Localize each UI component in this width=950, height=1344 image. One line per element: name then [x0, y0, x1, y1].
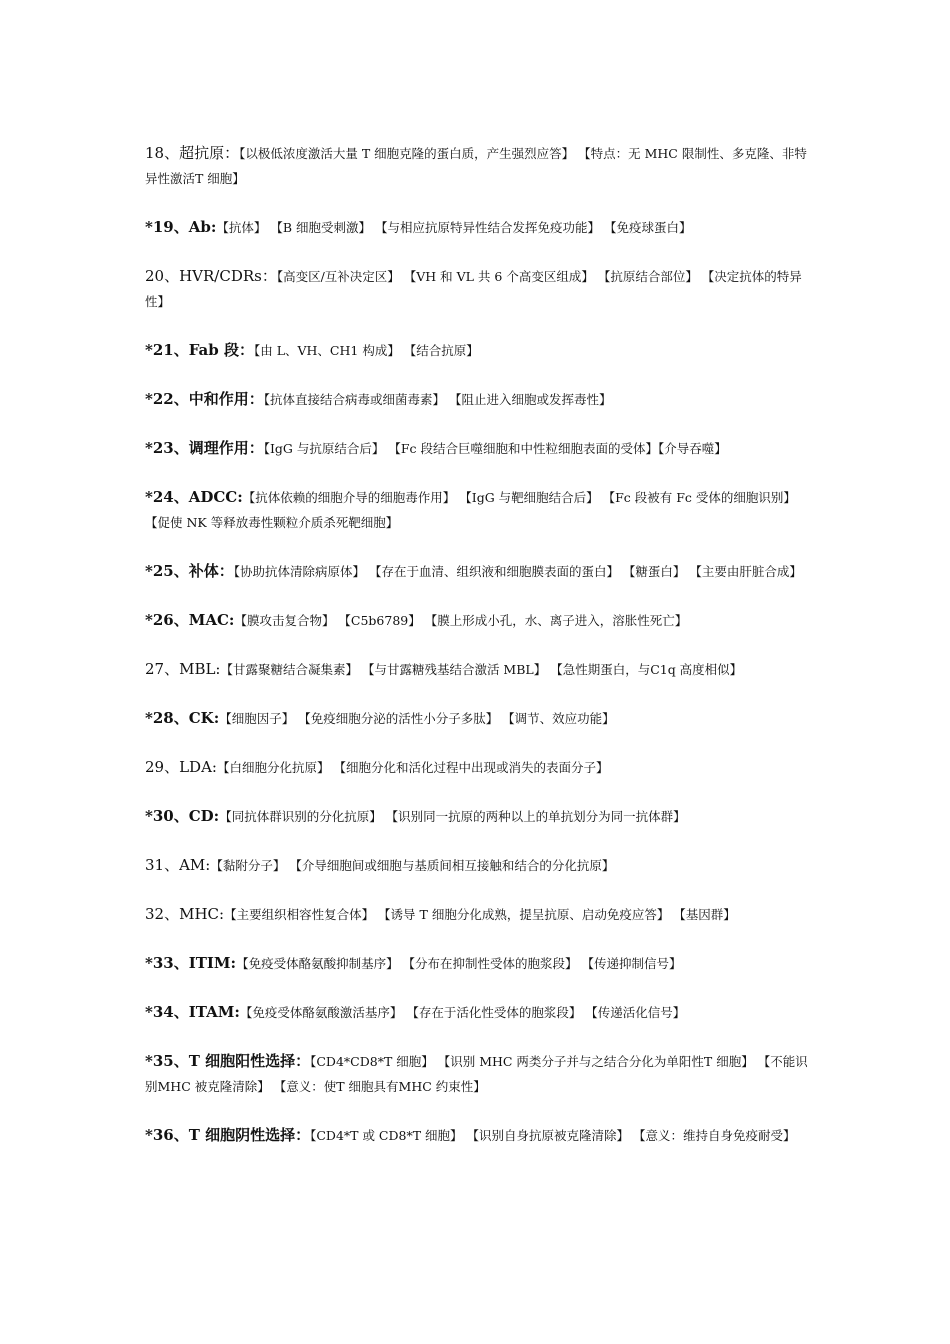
entry-definition: 【主要组织相容性复合体】 【诱导 T 细胞分化成熟，提呈抗原、启动免疫应答】 【基因群】 — [224, 907, 736, 922]
glossary-entry — [145, 951, 813, 976]
entry-definition: 【黏附分子】 【介导细胞间或细胞与基质间相互接触和结合的分化抗原】 — [210, 858, 615, 873]
entry-term: *36、T 细胞阴性选择： — [145, 1126, 311, 1144]
glossary-entry — [145, 338, 813, 363]
entry-term: *23、调理作用： — [145, 439, 264, 457]
entry-definition: 【协助抗体清除病原体】 【存在于血清、组织液和细胞膜表面的蛋白】 【糖蛋白】 【主要由肝脏合成】 — [233, 564, 802, 579]
glossary-entry — [145, 264, 813, 314]
entry-term: 20、HVR/CDRs： — [145, 267, 277, 285]
glossary-entry — [145, 485, 813, 535]
entry-term: 18、超抗原： — [145, 144, 240, 162]
glossary-list — [145, 141, 813, 1172]
entry-term: *24、ADCC: — [145, 488, 243, 506]
glossary-entry — [145, 657, 813, 682]
entry-term: *21、Fab 段： — [145, 341, 254, 359]
entry-definition: 【细胞因子】 【免疫细胞分泌的活性小分子多肽】 【调节、效应功能】 — [219, 711, 615, 726]
glossary-entry — [145, 215, 813, 240]
entry-definition: 【以极低浓度激活大量 T 细胞克隆的蛋白质，产生强烈应答】 【特点：无 MHC 限制性、多克隆、非特异性激活T 细胞】 — [145, 146, 807, 186]
entry-term: *19、Ab: — [145, 218, 217, 236]
entry-definition: 【免疫受体酪氨酸激活基序】 【存在于活化性受体的胞浆段】 【传递活化信号】 — [239, 1005, 686, 1020]
entry-definition: 【由 L、VH、CH1 构成】 【结合抗原】 — [253, 343, 479, 358]
entry-term: *34、ITAM: — [145, 1003, 240, 1021]
entry-definition: 【IgG 与抗原结合后】 【Fc 段结合巨噬细胞和中性粒细胞表面的受体】【介导吞噬】 — [263, 441, 727, 456]
glossary-entry — [145, 436, 813, 461]
glossary-entry — [145, 387, 813, 412]
entry-term: 29、LDA: — [145, 758, 217, 776]
entry-definition: 【同抗体群识别的分化抗原】 【识别同一抗原的两种以上的单抗划分为同一抗体群】 — [219, 809, 686, 824]
entry-definition: 【甘露聚糖结合凝集素】 【与甘露糖残基结合激活 MBL】 【急性期蛋白，与C1q 高度相似】 — [220, 662, 743, 677]
entry-term: 31、AM: — [145, 856, 211, 874]
entry-term: *35、T 细胞阳性选择： — [145, 1052, 311, 1070]
glossary-entry — [145, 1123, 813, 1148]
entry-term: *25、补体： — [145, 562, 234, 580]
entry-definition: 【CD4*T 或 CD8*T 细胞】 【识别自身抗原被克隆清除】 【意义：维持自身免疫耐受】 — [310, 1128, 796, 1143]
entry-definition: 【白细胞分化抗原】 【细胞分化和活化过程中出现或消失的表面分子】 — [216, 760, 609, 775]
entry-definition: 【免疫受体酪氨酸抑制基序】 【分布在抑制性受体的胞浆段】 【传递抑制信号】 — [236, 956, 682, 971]
entry-term: *26、MAC: — [145, 611, 235, 629]
entry-term: *28、CK: — [145, 709, 220, 727]
glossary-entry — [145, 1049, 813, 1099]
entry-term: 27、MBL: — [145, 660, 221, 678]
glossary-entry — [145, 1000, 813, 1025]
entry-term: 32、MHC: — [145, 905, 225, 923]
entry-definition: 【抗体】 【B 细胞受刺激】 【与相应抗原特异性结合发挥免疫功能】 【免疫球蛋白】 — [216, 220, 692, 235]
entry-term: *22、中和作用： — [145, 390, 264, 408]
glossary-entry — [145, 706, 813, 731]
glossary-entry — [145, 902, 813, 927]
entry-definition: 【高变区/互补决定区】 【VH 和 VL 共 6 个高变区组成】 【抗原结合部位】 【决定抗体的特异性】 — [145, 269, 802, 309]
glossary-entry — [145, 804, 813, 829]
entry-definition: 【抗体依赖的细胞介导的细胞毒作用】 【IgG 与靶细胞结合后】 【Fc 段被有 Fc 受体的细胞识别】 【促使 NK 等释放毒性颗粒介质杀死靶细胞】 — [145, 490, 796, 530]
entry-definition: 【抗体直接结合病毒或细菌毒素】 【阻止进入细胞或发挥毒性】 — [263, 392, 612, 407]
glossary-entry — [145, 755, 813, 780]
glossary-entry — [145, 853, 813, 878]
entry-term: *33、ITIM: — [145, 954, 237, 972]
entry-term: *30、CD: — [145, 807, 220, 825]
entry-definition: 【膜攻击复合物】 【C5b6789】 【膜上形成小孔，水、离子进入，溶胀性死亡】 — [234, 613, 688, 628]
glossary-entry — [145, 608, 813, 633]
entry-definition: 【CD4*CD8*T 细胞】 【识别 MHC 两类分子并与之结合分化为单阳性T 细胞】 【不能识别MHC 被克隆清除】 【意义：使T 细胞具有MHC 约束性】 — [145, 1054, 808, 1094]
glossary-entry — [145, 141, 813, 191]
glossary-entry — [145, 559, 813, 584]
